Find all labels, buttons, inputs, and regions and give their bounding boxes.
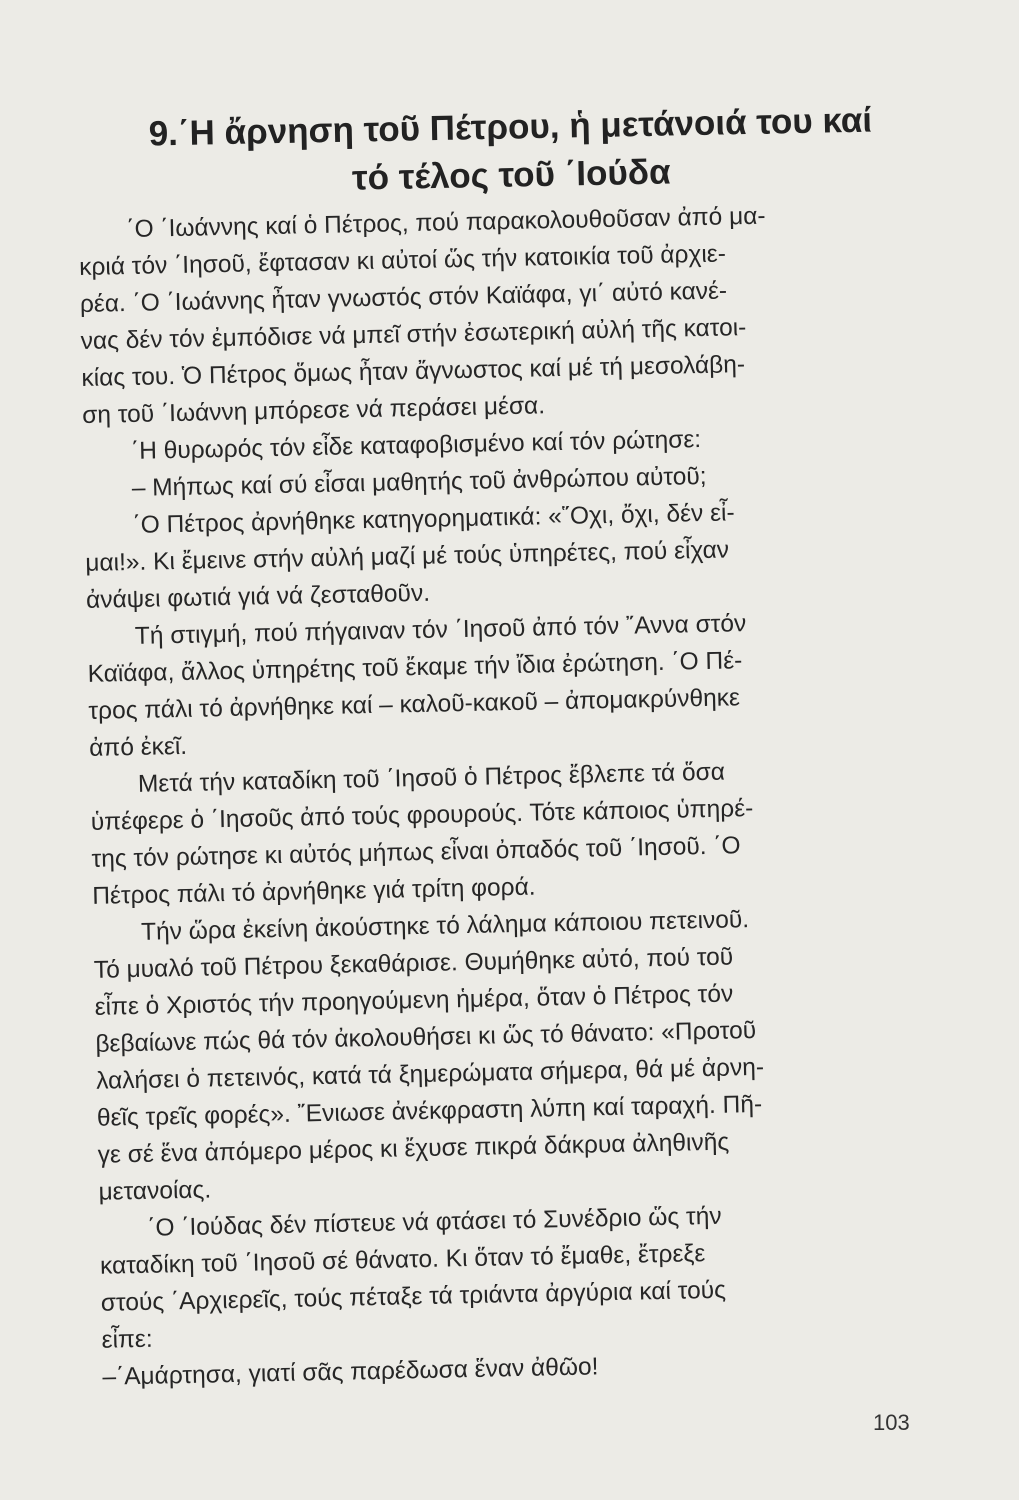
text-line: εἶπε: xyxy=(101,1325,153,1354)
chapter-title-line-1: 9.΄Η ἄρνηση τοῦ Πέτρου, ἡ μετάνοιά του καί xyxy=(148,100,873,154)
text-line: Καϊάφα, ἄλλος ὑπηρέτης τοῦ ἔκαμε τήν ἴδια ἐρώτηση. ΄Ο Πέ- xyxy=(87,647,743,688)
text-line: ση τοῦ ΄Ιωάννη μπόρεσε νά περάσει μέσα. xyxy=(81,392,546,429)
text-line: ἀπό ἐκεῖ. xyxy=(88,732,188,762)
text-line: ρέα. ΄Ο ΄Ιωάννης ἦταν γνωστός στόν Καϊάφα, γι΄ αὐτό κανέ- xyxy=(79,277,728,318)
text-line: –΄Αμάρτησα, γιατί σᾶς παρέδωσα ἕναν ἀθῶο! xyxy=(102,1353,599,1391)
text-line: βεβαίωνε πώς θά τόν ἀκολουθήσει κι ὥς τό θάνατο: «Προτοῦ xyxy=(95,1016,757,1058)
text-line: ἀνάψει φωτιά γιά νά ζεσταθοῦν. xyxy=(85,579,431,614)
text-line: Μετά τήν καταδίκη τοῦ ΄Ιησοῦ ὁ Πέτρος ἔβλεπε τά ὅσα xyxy=(137,758,726,798)
text-line: γε σέ ἕνα ἀπόμερο μέρος κι ἔχυσε πικρά δάκρυα ἀληθινῆς xyxy=(97,1128,730,1169)
text-line: ΄Ο ΄Ιωάννης καί ὁ Πέτρος, πού παρακολουθοῦσαν ἀπό μα- xyxy=(126,202,766,243)
text-line: καταδίκη τοῦ ΄Ιησοῦ σέ θάνατο. Κι ὅταν τό ἔμαθε, ἔτρεξε xyxy=(99,1240,706,1280)
text-line: θεῖς τρεῖς φορές». ῎Ενιωσε ἀνέκφραστη λύπη καί ταραχή. Πῆ- xyxy=(96,1090,763,1132)
text-line: μετανοίας. xyxy=(98,1176,212,1206)
text-line: ΄Ο Πέτρος ἀρνήθηκε κατηγορηματικά: «῞Οχι, ὄχι, δέν εἶ- xyxy=(132,499,735,539)
text-line: μαι!». Κι ἔμεινε στήν αὐλή μαζί μέ τούς ὑπηρέτες, πού εἶχαν xyxy=(85,536,730,577)
text-line: ΄Ο ΄Ιούδας δέν πίστευε νά φτάσει τό Συνέδριο ὥς τήν xyxy=(147,1202,722,1242)
chapter-title xyxy=(70,95,952,208)
text-line: – Μήπως καί σύ εἶσαι μαθητής τοῦ ἀνθρώπου αὐτοῦ; xyxy=(131,462,707,502)
text-line: κριά τόν ΄Ιησοῦ, ἔφτασαν κι αὐτοί ὥς τήν κατοικία τοῦ ἀρχιε- xyxy=(78,240,727,281)
text-line: ΄Η θυρωρός τόν εἶδε καταφοβισμένο καί τόν ρώτησε: xyxy=(130,426,702,465)
chapter-title-line-2: τό τέλος τοῦ ΄Ιούδα xyxy=(351,152,671,198)
text-line: λαλήσει ὁ πετεινός, κατά τά ξημερώματα σήμερα, θά μέ ἀρνη- xyxy=(95,1053,765,1095)
text-line: εἶπε ὁ Χριστός τήν προηγούμενη ἡμέρα, ὅταν ὁ Πέτρος τόν xyxy=(94,980,734,1021)
text-line: ὑπέφερε ὁ ΄Ιησοῦς ἀπό τούς φρουρούς. Τότε κάποιος ὑπηρέ- xyxy=(90,794,754,836)
text-line: της τόν ρώτησε κι αὐτός μήπως εἶναι ὀπαδός τοῦ ΄Ιησοῦ. ΄Ο xyxy=(91,832,741,873)
text-line: Τό μυαλό τοῦ Πέτρου ξεκαθάρισε. Θυμήθηκε αὐτό, πού τοῦ xyxy=(93,943,734,984)
text-line: Πέτρος πάλι τό ἀρνήθηκε γιά τρίτη φορά. xyxy=(92,873,536,910)
text-line: κίας του. Ὁ Πέτρος ὅμως ἦταν ἄγνωστος καί μέ τή μεσολάβη- xyxy=(81,351,746,392)
page-number: 103 xyxy=(873,1410,910,1435)
text-line: στούς ΄Αρχιερεῖς, τούς πέταξε τά τριάντα ἀργύρια καί τούς xyxy=(100,1276,727,1317)
text-line: τρος πάλι τό ἀρνήθηκε καί – καλοῦ-κακοῦ – ἀπομακρύνθηκε xyxy=(88,684,741,725)
text-line: Τήν ὥρα ἐκείνη ἀκούστηκε τό λάλημα κάποιου πετεινοῦ. xyxy=(140,906,750,946)
text-line: νας δέν τόν ἐμπόδισε νά μπεῖ στήν ἐσωτερική αὐλή τῆς κατοι- xyxy=(80,314,747,355)
body-text xyxy=(78,194,943,1395)
text-line: Τή στιγμή, πού πήγαιναν τόν ΄Ιησοῦ ἀπό τόν ῎Αννα στόν xyxy=(134,610,747,650)
